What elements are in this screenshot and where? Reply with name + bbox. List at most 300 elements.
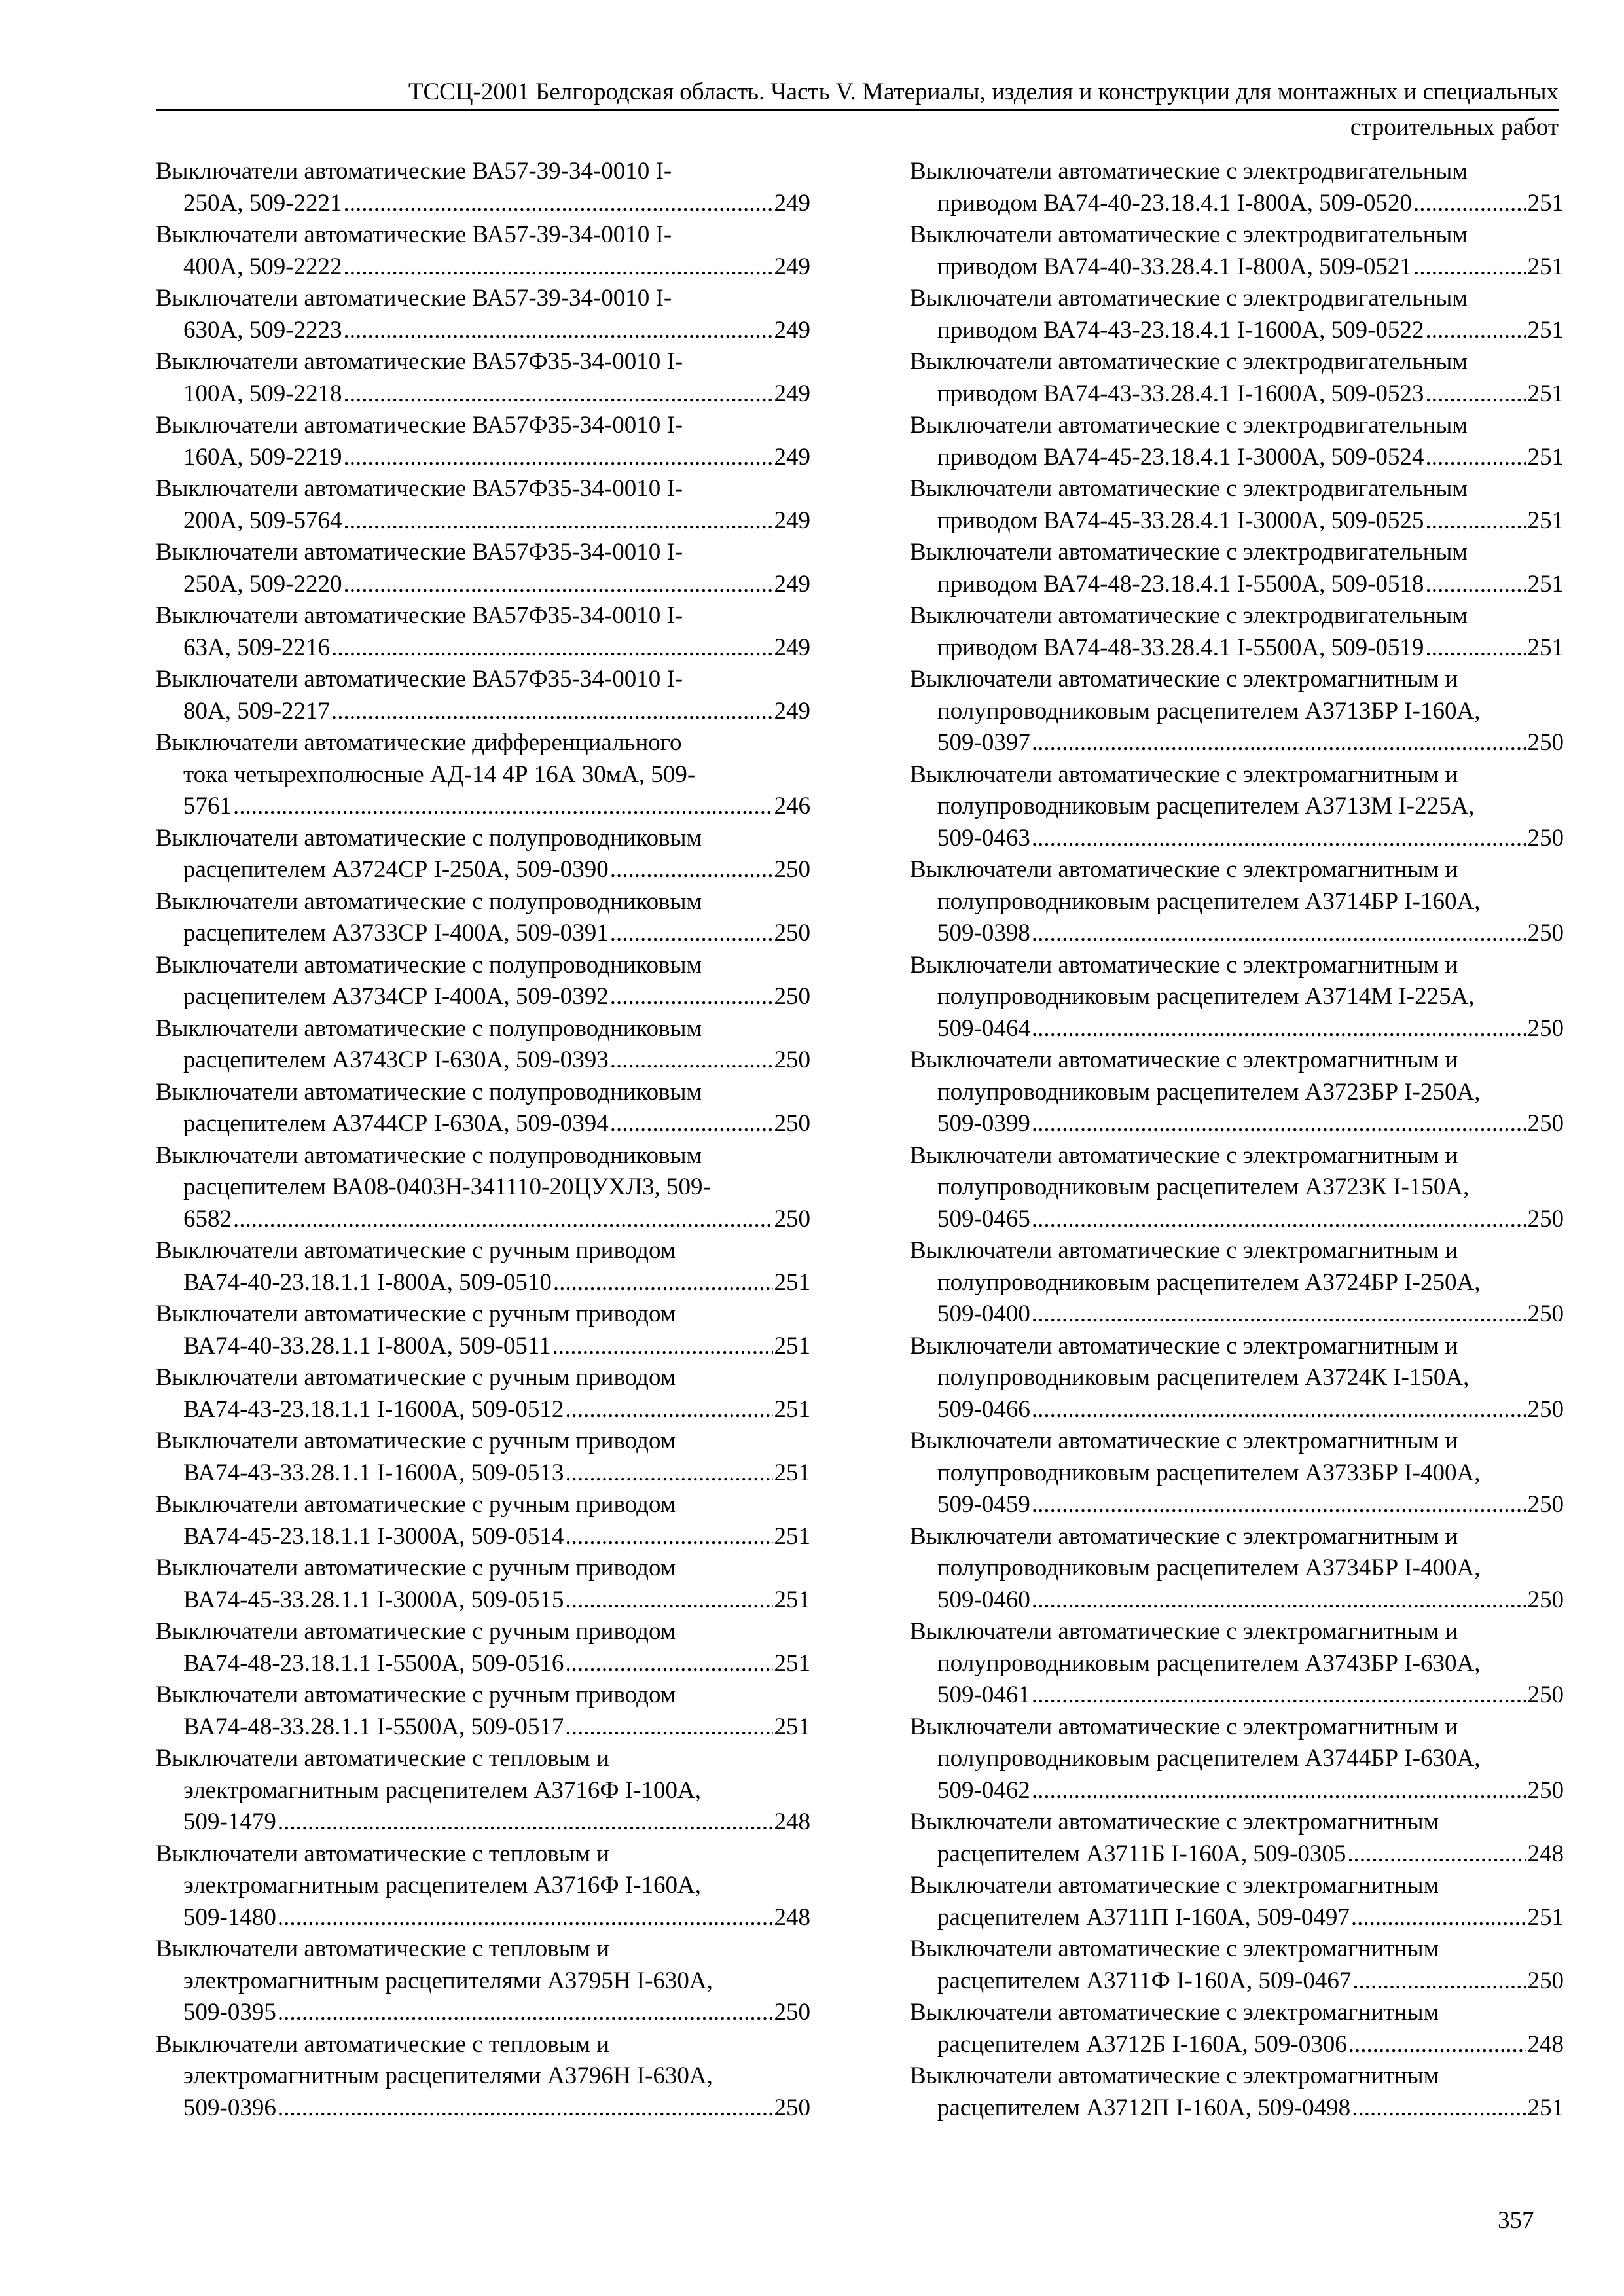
index-entry-line: полупроводниковым расцепителем А3713М I-225А, bbox=[937, 793, 1475, 819]
index-entry bbox=[910, 759, 1564, 855]
index-entry bbox=[156, 664, 810, 727]
index-entry-last-line bbox=[910, 1299, 1564, 1331]
index-entry bbox=[910, 219, 1564, 283]
index-entry-page: 251 bbox=[1527, 1903, 1564, 1931]
index-entry-text: расцепителем А3711Ф I-160А, 509-0467 bbox=[937, 1967, 1352, 1994]
index-entry-text: 63А, 509-2216 bbox=[183, 634, 331, 661]
index-entry-text: 200А, 509-5764 bbox=[183, 507, 342, 534]
index-entry-text: 6582 bbox=[183, 1205, 232, 1232]
index-entry bbox=[910, 410, 1564, 473]
running-header bbox=[156, 77, 1559, 143]
index-entry-last-line bbox=[910, 918, 1564, 950]
index-entry-last-line bbox=[910, 315, 1564, 347]
index-entry-page: 250 bbox=[1527, 1205, 1564, 1232]
index-entry bbox=[156, 886, 810, 950]
index-entry bbox=[910, 1235, 1564, 1331]
index-entry-last-line bbox=[156, 1331, 810, 1363]
dot-leader bbox=[1425, 442, 1526, 474]
index-entry-last-line bbox=[156, 1267, 810, 1299]
index-entry bbox=[910, 1712, 1564, 1807]
index-entry-line: полупроводниковым расцепителем А3714М I-225А, bbox=[937, 983, 1475, 1010]
index-entry-text: 509-0459 bbox=[937, 1491, 1030, 1518]
index-entry bbox=[156, 2029, 810, 2125]
dot-leader bbox=[1032, 1299, 1526, 1331]
index-entry-line: полупроводниковым расцепителем А3714БР I-160А, bbox=[937, 888, 1481, 915]
index-entry-page: 249 bbox=[774, 316, 810, 344]
index-entry-line: Выключатели автоматические с ручным приводом bbox=[156, 1618, 676, 1645]
index-entry-last-line bbox=[910, 378, 1564, 410]
index-entry-last-line bbox=[156, 569, 810, 601]
index-entry-page: 250 bbox=[774, 1999, 810, 2026]
index-entry-text: 509-0400 bbox=[937, 1300, 1030, 1327]
index-entry-page: 250 bbox=[1527, 1776, 1564, 1804]
dot-leader bbox=[565, 1585, 772, 1617]
index-entry-line: электромагнитным расцепителями А3795Н I-630А, bbox=[183, 1967, 713, 1994]
index-entry-last-line bbox=[910, 188, 1564, 220]
index-entry-page: 248 bbox=[1527, 1840, 1564, 1867]
dot-leader bbox=[1425, 632, 1526, 664]
index-entry-last-line bbox=[156, 1204, 810, 1236]
dot-leader bbox=[610, 1108, 773, 1140]
index-entry bbox=[910, 283, 1564, 346]
index-entry-last-line bbox=[156, 378, 810, 410]
index-entry-line: Выключатели автоматические с ручным приводом bbox=[156, 1427, 676, 1454]
index-entry bbox=[156, 950, 810, 1013]
index-entry-text: расцепителем А3711П I-160А, 509-0497 bbox=[937, 1903, 1350, 1931]
index-entry-text: расцепителем А3733СР I-400А, 509-0391 bbox=[183, 920, 609, 946]
index-entry-page: 250 bbox=[774, 856, 810, 883]
dot-leader bbox=[278, 1902, 773, 1934]
dot-leader bbox=[565, 1521, 772, 1553]
index-entry-line: Выключатели автоматические с полупроводниковым bbox=[156, 951, 702, 978]
index-entry-last-line bbox=[910, 1489, 1564, 1521]
index-entry-line: Выключатели автоматические с электромагнитным и bbox=[910, 1427, 1458, 1454]
index-entry bbox=[910, 1521, 1564, 1617]
index-entry-page: 251 bbox=[774, 1586, 810, 1613]
dot-leader bbox=[278, 2092, 773, 2125]
index-entry bbox=[156, 156, 810, 219]
index-entry-line: полупроводниковым расцепителем А3743БР I-630А, bbox=[937, 1649, 1481, 1677]
index-entry-line: Выключатели автоматические с электромагнитным и bbox=[910, 951, 1458, 978]
index-entry-last-line bbox=[156, 1458, 810, 1490]
index-entry-line: полупроводниковым расцепителем А3724К I-150А, bbox=[937, 1364, 1470, 1391]
dot-leader bbox=[552, 1331, 773, 1363]
index-entry-last-line bbox=[910, 632, 1564, 664]
index-entry-line: Выключатели автоматические с электродвигательным bbox=[910, 602, 1468, 629]
index-entry-text: расцепителем А3734СР I-400А, 509-0392 bbox=[183, 983, 609, 1010]
index-entry-page: 250 bbox=[1527, 1491, 1564, 1518]
index-entry-last-line bbox=[910, 2029, 1564, 2061]
index-entry-line: полупроводниковым расцепителем А3734БР I-400А, bbox=[937, 1554, 1481, 1581]
index-entry bbox=[156, 1426, 810, 1489]
index-entry-text: 80А, 509-2217 bbox=[183, 697, 331, 725]
index-entry-text: ВА74-48-33.28.1.1 I-5500А, 509-0517 bbox=[183, 1713, 564, 1740]
index-entry-line: Выключатели автоматические ВА57Ф35-34-0010 I- bbox=[156, 475, 683, 502]
index-entry-page: 249 bbox=[774, 634, 810, 661]
index-entry bbox=[156, 1679, 810, 1743]
index-entry-last-line bbox=[910, 1965, 1564, 1998]
index-entry-line: полупроводниковым расцепителем А3733БР I-400А, bbox=[937, 1459, 1481, 1486]
index-entry-page: 250 bbox=[774, 920, 810, 946]
index-entry-last-line bbox=[910, 1902, 1564, 1934]
index-entry-page: 250 bbox=[1527, 1110, 1564, 1137]
index-entry-line: Выключатели автоматические с электромагнитным и bbox=[910, 1713, 1458, 1740]
index-entry-line: Выключатели автоматические с электромагнитным и bbox=[910, 666, 1458, 692]
index-entry bbox=[156, 473, 810, 537]
index-entry-text: 509-0395 bbox=[183, 1999, 276, 2026]
index-entry-last-line bbox=[910, 1013, 1564, 1045]
index-entry-last-line bbox=[910, 727, 1564, 759]
index-entry-text: ВА74-45-33.28.1.1 I-3000А, 509-0515 bbox=[183, 1586, 564, 1613]
index-entry-line: Выключатели автоматические с полупроводниковым bbox=[156, 1014, 702, 1042]
index-entry-last-line bbox=[156, 1997, 810, 2029]
index-entry-line: Выключатели автоматические с электродвигательным bbox=[910, 539, 1468, 565]
index-entry-page: 251 bbox=[1527, 253, 1564, 280]
dot-leader bbox=[1352, 1965, 1526, 1998]
index-entry-text: расцепителем А3724СР I-250А, 509-0390 bbox=[183, 856, 609, 883]
index-entry-last-line bbox=[156, 1521, 810, 1553]
index-entry-page: 250 bbox=[1527, 1395, 1564, 1423]
index-entry bbox=[910, 346, 1564, 410]
index-entry-text: ВА74-43-23.18.1.1 I-1600А, 509-0512 bbox=[183, 1395, 564, 1423]
index-entry-page: 250 bbox=[1527, 1014, 1564, 1042]
index-entry-page: 251 bbox=[1527, 570, 1564, 598]
index-entry-page: 249 bbox=[774, 443, 810, 471]
dot-leader bbox=[1032, 1585, 1526, 1617]
index-entry-last-line bbox=[156, 632, 810, 664]
index-entry-last-line bbox=[910, 1775, 1564, 1807]
index-entry-page: 250 bbox=[774, 1047, 810, 1073]
index-entry-last-line bbox=[156, 791, 810, 823]
index-entry bbox=[156, 1077, 810, 1140]
index-entry-line: Выключатели автоматические с электромагнитным bbox=[910, 1935, 1439, 1962]
index-entry-line: Выключатели автоматические с электромагнитным и bbox=[910, 1618, 1458, 1645]
dot-leader bbox=[1347, 1839, 1526, 1871]
index-entry-last-line bbox=[910, 1839, 1564, 1871]
index-entry-page: 249 bbox=[774, 189, 810, 217]
index-entry-page: 251 bbox=[1527, 443, 1564, 471]
index-entry-text: 509-0464 bbox=[937, 1014, 1030, 1042]
dot-leader bbox=[1032, 1108, 1526, 1140]
index-entry bbox=[156, 346, 810, 410]
index-entry-line: электромагнитным расцепителем А3716Ф I-160А, bbox=[183, 1872, 701, 1899]
dot-leader bbox=[278, 1806, 773, 1839]
index-entry-text: ВА74-45-23.18.1.1 I-3000А, 509-0514 bbox=[183, 1522, 564, 1550]
index-entry-last-line bbox=[156, 981, 810, 1013]
index-entry-line: полупроводниковым расцепителем А3724БР I-250А, bbox=[937, 1268, 1481, 1296]
index-entry-last-line bbox=[910, 251, 1564, 283]
index-entry bbox=[910, 2060, 1564, 2124]
index-entry-page: 250 bbox=[1527, 1586, 1564, 1613]
index-entry-line: Выключатели автоматические с ручным приводом bbox=[156, 1491, 676, 1518]
index-entry-page: 251 bbox=[1527, 380, 1564, 407]
index-entry-text: ВА74-40-33.28.1.1 I-800А, 509-0511 bbox=[183, 1332, 551, 1359]
dot-leader bbox=[1413, 188, 1526, 220]
index-entry-last-line bbox=[910, 1394, 1564, 1426]
index-entry-last-line bbox=[910, 823, 1564, 855]
dot-leader bbox=[1032, 727, 1526, 759]
index-entry bbox=[156, 219, 810, 283]
index-entry-last-line bbox=[910, 442, 1564, 474]
dot-leader bbox=[553, 1267, 773, 1299]
index-entry-page: 251 bbox=[774, 1395, 810, 1423]
index-entry-text: 160А, 509-2219 bbox=[183, 443, 342, 471]
index-entry-text: приводом ВА74-40-33.28.4.1 I-800А, 509-0521 bbox=[937, 253, 1412, 280]
index-entry-text: 250А, 509-2220 bbox=[183, 570, 342, 598]
index-entry-last-line bbox=[156, 251, 810, 283]
index-entry-text: 509-0396 bbox=[183, 2094, 276, 2121]
dot-leader bbox=[1352, 2092, 1526, 2125]
index-entry bbox=[156, 1616, 810, 1679]
dot-leader bbox=[344, 442, 773, 474]
index-entry bbox=[156, 823, 810, 886]
index-entry-line: Выключатели автоматические ВА57Ф35-34-0010 I- bbox=[156, 539, 683, 565]
dot-leader bbox=[1032, 918, 1526, 950]
index-entry-text: 400А, 509-2222 bbox=[183, 253, 342, 280]
index-entry-text: 250А, 509-2221 bbox=[183, 189, 342, 217]
index-entry-line: Выключатели автоматические с электродвигательным bbox=[910, 285, 1468, 312]
index-entry bbox=[910, 664, 1564, 759]
index-entry-line: Выключатели автоматические с электродвигательным bbox=[910, 412, 1468, 439]
index-entry-line: электромагнитным расцепителем А3716Ф I-100А, bbox=[183, 1776, 701, 1804]
page-number: 357 bbox=[1498, 2207, 1534, 2234]
index-entry-last-line bbox=[910, 2092, 1564, 2125]
index-entry-page: 250 bbox=[1527, 1681, 1564, 1708]
index-entry-text: 509-0398 bbox=[937, 920, 1030, 946]
index-entry-page: 248 bbox=[774, 1808, 810, 1835]
index-entry-line: Выключатели автоматические с электромагнитным и bbox=[910, 1141, 1458, 1169]
index-entry-text: 509-0397 bbox=[937, 729, 1030, 756]
index-entry-last-line bbox=[156, 1394, 810, 1426]
index-entry-line: Выключатели автоматические ВА57Ф35-34-0010 I- bbox=[156, 348, 683, 375]
index-entry-page: 251 bbox=[1527, 189, 1564, 217]
index-entry bbox=[910, 1140, 1564, 1236]
dot-leader bbox=[344, 188, 773, 220]
dot-leader bbox=[1348, 2029, 1526, 2061]
index-entry-text: приводом ВА74-48-23.18.4.1 I-5500А, 509-0518 bbox=[937, 570, 1424, 598]
index-entry-last-line bbox=[156, 918, 810, 950]
index-entry bbox=[910, 1870, 1564, 1933]
index-entry-last-line bbox=[156, 696, 810, 728]
index-entry-text: расцепителем А3712П I-160А, 509-0498 bbox=[937, 2094, 1351, 2121]
header-title: ТССЦ-2001 Белгородская область. Часть V. Материалы, изделия и конструкции для монтажных и специальных bbox=[408, 79, 1559, 105]
index-entry-line: Выключатели автоматические с ручным приводом bbox=[156, 1300, 676, 1327]
index-entry-text: 509-1480 bbox=[183, 1903, 276, 1931]
index-entry-page: 250 bbox=[1527, 824, 1564, 852]
index-entry bbox=[156, 1743, 810, 1839]
index-entry-line: полупроводниковым расцепителем А3744БР I-630А, bbox=[937, 1745, 1481, 1772]
index-entry-page: 251 bbox=[774, 1649, 810, 1677]
dot-leader bbox=[565, 1458, 772, 1490]
index-entry-line: Выключатели автоматические с ручным приводом bbox=[156, 1681, 676, 1708]
index-entry-line: Выключатели автоматические с тепловым и bbox=[156, 2030, 610, 2058]
index-entry-page: 251 bbox=[774, 1459, 810, 1486]
index-entry bbox=[156, 1839, 810, 1934]
index-entry-page: 250 bbox=[774, 1110, 810, 1137]
dot-leader bbox=[565, 1648, 772, 1680]
index-entry-text: 509-0462 bbox=[937, 1776, 1030, 1804]
index-column-right bbox=[910, 156, 1564, 2124]
index-entry-last-line bbox=[156, 1648, 810, 1680]
index-entry-line: Выключатели автоматические ВА57Ф35-34-0010 I- bbox=[156, 602, 683, 629]
dot-leader bbox=[344, 251, 773, 283]
index-entry bbox=[910, 1806, 1564, 1870]
index-entry-line: Выключатели автоматические с тепловым и bbox=[156, 1935, 610, 1962]
index-entry-last-line bbox=[910, 569, 1564, 601]
index-entry-page: 248 bbox=[774, 1903, 810, 1931]
dot-leader bbox=[1425, 315, 1526, 347]
index-entry-line: Выключатели автоматические с электромагнитным и bbox=[910, 1522, 1458, 1550]
index-entry-page: 249 bbox=[774, 507, 810, 534]
index-entry-line: полупроводниковым расцепителем А3713БР I-160А, bbox=[937, 697, 1481, 725]
dot-leader bbox=[1032, 1013, 1526, 1045]
index-entry-page: 248 bbox=[1527, 2030, 1564, 2058]
index-entry-line: тока четырехполюсные АД-14 4Р 16А 30мА, 509- bbox=[183, 761, 696, 788]
index-entry-line: Выключатели автоматические с электромагнитным и bbox=[910, 856, 1458, 883]
index-entry-line: Выключатели автоматические ВА57-39-34-0010 I- bbox=[156, 285, 672, 312]
index-entry bbox=[910, 854, 1564, 950]
dot-leader bbox=[233, 791, 773, 823]
dot-leader bbox=[331, 632, 772, 664]
dot-leader bbox=[344, 505, 773, 537]
index-entry-page: 246 bbox=[774, 793, 810, 819]
index-entry-text: приводом ВА74-45-33.28.4.1 I-3000А, 509-0525 bbox=[937, 507, 1424, 534]
index-entry-last-line bbox=[910, 1108, 1564, 1140]
index-entry-text: приводом ВА74-43-33.28.4.1 I-1600А, 509-0523 bbox=[937, 380, 1424, 407]
index-entry-page: 251 bbox=[1527, 2094, 1564, 2121]
index-entry-line: Выключатели автоматические с тепловым и bbox=[156, 1840, 610, 1867]
index-entry bbox=[156, 537, 810, 600]
dot-leader bbox=[1032, 1775, 1526, 1807]
index-entry-line: Выключатели автоматические с электромагнитным и bbox=[910, 1047, 1458, 1073]
dot-leader bbox=[1032, 823, 1526, 855]
index-entry-text: ВА74-43-33.28.1.1 I-1600А, 509-0513 bbox=[183, 1459, 564, 1486]
header-title-continued: строительных работ bbox=[1350, 114, 1559, 141]
index-entry-page: 250 bbox=[774, 1205, 810, 1232]
dot-leader bbox=[1425, 569, 1526, 601]
index-entry-last-line bbox=[156, 2092, 810, 2125]
index-entry-text: 509-0463 bbox=[937, 824, 1030, 852]
header-rule bbox=[156, 109, 1559, 111]
index-entry-line: Выключатели автоматические с электродвигательным bbox=[910, 475, 1468, 502]
index-entry-page: 251 bbox=[1527, 634, 1564, 661]
dot-leader bbox=[1032, 1679, 1526, 1712]
index-entry-line: Выключатели автоматические с тепловым и bbox=[156, 1745, 610, 1772]
index-entry-last-line bbox=[910, 1585, 1564, 1617]
index-entry-text: 509-1479 bbox=[183, 1808, 276, 1835]
index-entry-last-line bbox=[910, 505, 1564, 537]
index-entry-last-line bbox=[156, 1902, 810, 1934]
index-entry-last-line bbox=[156, 505, 810, 537]
index-entry-last-line bbox=[156, 1712, 810, 1744]
index-entry bbox=[910, 156, 1564, 219]
index-entry-page: 251 bbox=[774, 1268, 810, 1296]
index-entry-text: приводом ВА74-43-23.18.4.1 I-1600А, 509-0522 bbox=[937, 316, 1424, 344]
index-entry bbox=[910, 537, 1564, 600]
index-entry bbox=[156, 727, 810, 823]
index-entry-text: 5761 bbox=[183, 793, 232, 819]
index-entry-text: ВА74-40-23.18.1.1 I-800А, 509-0510 bbox=[183, 1268, 552, 1296]
dot-leader bbox=[610, 981, 773, 1013]
index-entry-line: Выключатели автоматические с электромагнитным bbox=[910, 1808, 1439, 1835]
index-entry-text: расцепителем А3712Б I-160А, 509-0306 bbox=[937, 2030, 1347, 2058]
index-entry-page: 250 bbox=[1527, 1300, 1564, 1327]
index-entry-line: Выключатели автоматические с ручным приводом bbox=[156, 1554, 676, 1581]
index-entry bbox=[910, 1045, 1564, 1140]
index-entry-text: 509-0460 bbox=[937, 1586, 1030, 1613]
index-entry-text: приводом ВА74-45-23.18.4.1 I-3000А, 509-0524 bbox=[937, 443, 1424, 471]
index-entry-page: 249 bbox=[774, 253, 810, 280]
index-entry-page: 249 bbox=[774, 380, 810, 407]
index-entry bbox=[910, 1997, 1564, 2060]
index-entry-line: Выключатели автоматические с электромагнитным bbox=[910, 2062, 1439, 2089]
index-entry-last-line bbox=[910, 1679, 1564, 1712]
dot-leader bbox=[344, 569, 773, 601]
index-entry-page: 250 bbox=[774, 983, 810, 1010]
index-entry bbox=[156, 283, 810, 346]
dot-leader bbox=[331, 696, 772, 728]
index-entry-text: приводом ВА74-40-23.18.4.1 I-800А, 509-0520 bbox=[937, 189, 1412, 217]
index-entry-text: 509-0465 bbox=[937, 1205, 1030, 1232]
index-entry-line: Выключатели автоматические с полупроводниковым bbox=[156, 888, 702, 915]
index-entry-line: Выключатели автоматические с электромагнитным и bbox=[910, 1237, 1458, 1264]
index-entry bbox=[156, 410, 810, 473]
index-entry-text: 509-0466 bbox=[937, 1395, 1030, 1423]
index-entry-page: 249 bbox=[774, 697, 810, 725]
index-entry bbox=[910, 950, 1564, 1045]
index-entry-text: 630А, 509-2223 bbox=[183, 316, 342, 344]
index-entry-line: Выключатели автоматические с электродвигательным bbox=[910, 221, 1468, 248]
dot-leader bbox=[610, 854, 773, 886]
index-entry-line: Выключатели автоматические с электродвигательным bbox=[910, 158, 1468, 185]
index-entry-line: Выключатели автоматические ВА57-39-34-0010 I- bbox=[156, 221, 672, 248]
index-entry-line: Выключатели автоматические с электродвигательным bbox=[910, 348, 1468, 375]
index-entry-last-line bbox=[156, 1806, 810, 1839]
index-entry-text: ВА74-48-23.18.1.1 I-5500А, 509-0516 bbox=[183, 1649, 564, 1677]
index-entry-page: 251 bbox=[774, 1522, 810, 1550]
index-entry-page: 250 bbox=[1527, 920, 1564, 946]
index-entry-page: 250 bbox=[774, 2094, 810, 2121]
index-entry-line: Выключатели автоматические с ручным приводом bbox=[156, 1364, 676, 1391]
index-entry-line: полупроводниковым расцепителем А3723БР I-250А, bbox=[937, 1078, 1481, 1105]
index-entry-page: 249 bbox=[774, 570, 810, 598]
dot-leader bbox=[1032, 1489, 1526, 1521]
index-entry-text: 509-0399 bbox=[937, 1110, 1030, 1137]
index-entry-text: 509-0461 bbox=[937, 1681, 1030, 1708]
dot-leader bbox=[565, 1394, 772, 1426]
index-entry bbox=[156, 1140, 810, 1236]
index-entry-page: 250 bbox=[1527, 729, 1564, 756]
index-entry-line: Выключатели автоматические с электромагнитным и bbox=[910, 761, 1458, 788]
index-entry-line: полупроводниковым расцепителем А3723К I-150А, bbox=[937, 1174, 1470, 1200]
index-entry-line: Выключатели автоматические с электромагнитным bbox=[910, 1872, 1439, 1899]
dot-leader bbox=[1413, 251, 1526, 283]
index-entry-line: Выключатели автоматические ВА57Ф35-34-0010 I- bbox=[156, 412, 683, 439]
index-entry-line: Выключатели автоматические ВА57Ф35-34-0010 I- bbox=[156, 666, 683, 692]
index-entry-line: Выключатели автоматические с полупроводниковым bbox=[156, 1141, 702, 1169]
index-entry-page: 250 bbox=[1527, 1967, 1564, 1994]
index-entry-page: 251 bbox=[774, 1332, 810, 1359]
index-entry-last-line bbox=[156, 1585, 810, 1617]
dot-leader bbox=[610, 918, 773, 950]
index-entry bbox=[156, 1933, 810, 2029]
index-entry-line: Выключатели автоматические с полупроводниковым bbox=[156, 824, 702, 852]
index-entry-line: Выключатели автоматические с электромагнитным и bbox=[910, 1332, 1458, 1359]
index-entry-page: 251 bbox=[1527, 316, 1564, 344]
index-entry-last-line bbox=[156, 442, 810, 474]
index-entry-last-line bbox=[156, 188, 810, 220]
index-entry bbox=[910, 1616, 1564, 1712]
